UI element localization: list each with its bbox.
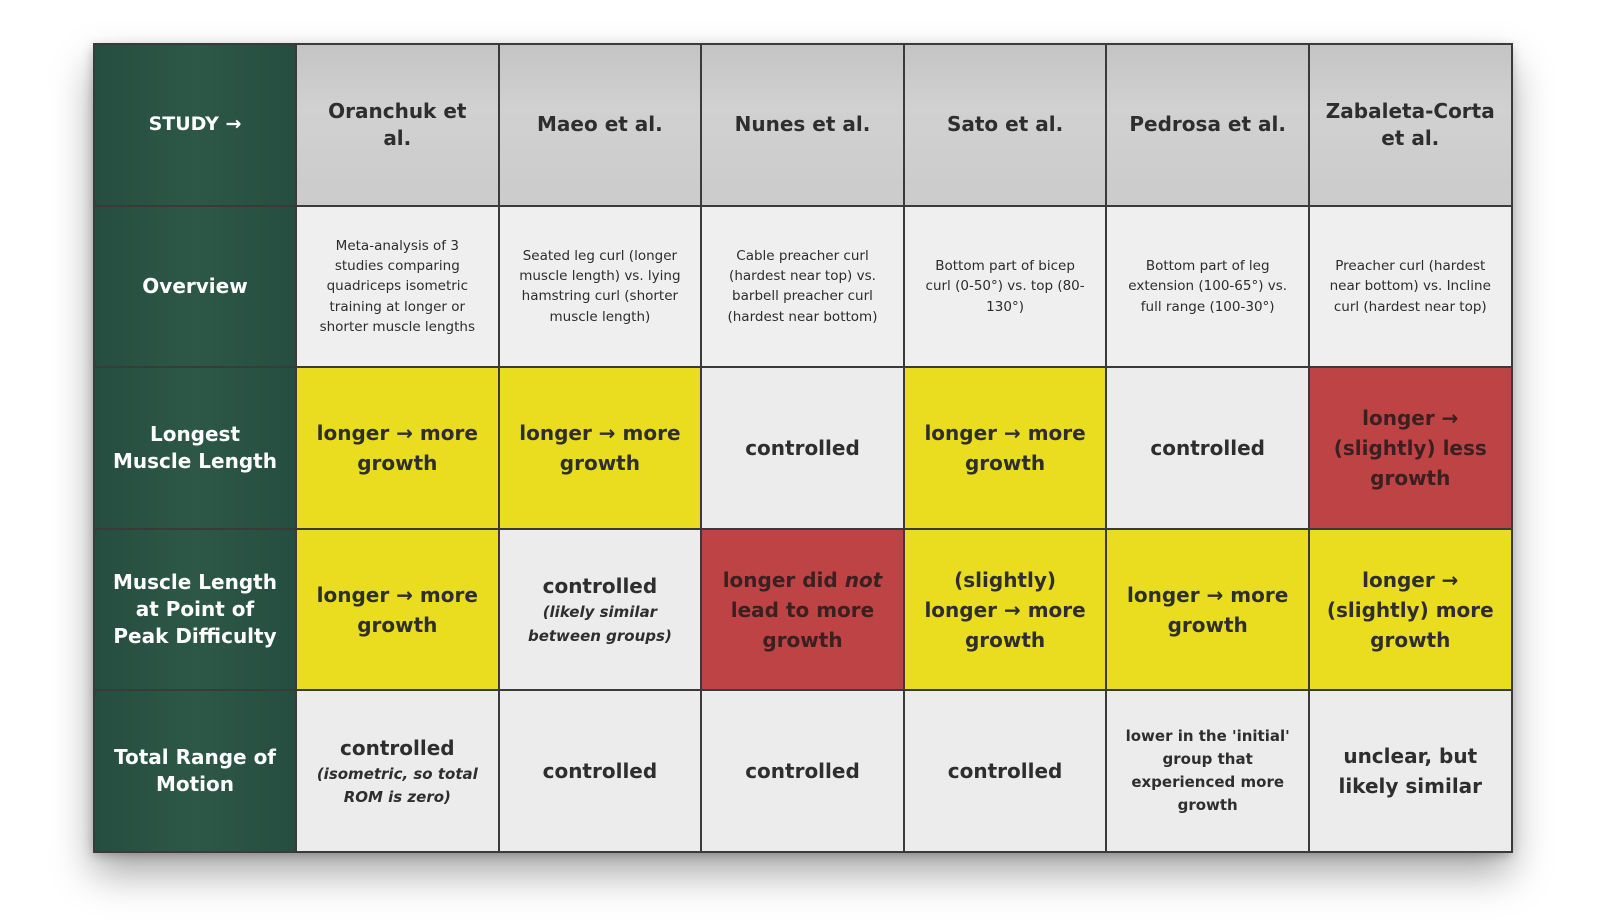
peak-cell-sato: (slightly) longer → more growth <box>904 529 1107 691</box>
rom-result-oranchuk: controlled <box>340 735 455 760</box>
peak-result-nunes-post: lead to more growth <box>730 597 875 652</box>
peak-cell-pedrosa: longer → more growth <box>1106 529 1309 691</box>
study-comparison-table <box>93 43 1513 853</box>
row-label-peak-difficulty: Muscle Length at Point of Peak Difficulty <box>94 529 296 691</box>
rom-cell-pedrosa: lower in the 'initial' group that experienced more growth <box>1106 690 1309 852</box>
longest-cell-pedrosa: controlled <box>1106 367 1309 529</box>
peak-note-maeo: (likely similar between groups) <box>527 603 672 645</box>
peak-cell-zabaleta-corta: longer → (slightly) more growth <box>1309 529 1512 691</box>
peak-result-maeo: controlled <box>542 574 658 599</box>
rom-cell-oranchuk <box>296 690 499 852</box>
longest-cell-nunes: controlled <box>701 367 904 529</box>
row-label-overview: Overview <box>94 206 296 368</box>
overview-cell-oranchuk: Meta-analysis of 3 studies comparing quadriceps isometric training at longer or shorter muscle lengths <box>296 206 499 368</box>
overview-cell-nunes: Cable preacher curl (hardest near top) vs. barbell preacher curl (hardest near bottom) <box>701 206 904 368</box>
rom-cell-sato: controlled <box>904 690 1107 852</box>
longest-cell-sato: longer → more growth <box>904 367 1107 529</box>
longest-cell-zabaleta-corta: longer → (slightly) less growth <box>1309 367 1512 529</box>
study-header-zabaleta-corta: Zabaleta-Corta et al. <box>1309 44 1512 206</box>
peak-result-nunes-emphasis: not <box>844 567 883 592</box>
table-row-peak-difficulty <box>94 529 1512 691</box>
table-row-study <box>94 44 1512 206</box>
longest-cell-oranchuk: longer → more growth <box>296 367 499 529</box>
rom-note-oranchuk: (isometric, so total ROM is zero) <box>316 764 478 807</box>
table-row-overview <box>94 206 1512 368</box>
row-label-total-rom: Total Range of Motion <box>94 690 296 852</box>
peak-cell-nunes <box>701 529 904 691</box>
rom-cell-zabaleta-corta: unclear, but likely similar <box>1309 690 1512 852</box>
table-row-longest-muscle-length <box>94 367 1512 529</box>
overview-cell-maeo: Seated leg curl (longer muscle length) vs. lying hamstring curl (shorter muscle length) <box>499 206 702 368</box>
longest-cell-maeo: longer → more growth <box>499 367 702 529</box>
overview-cell-pedrosa: Bottom part of leg extension (100-65°) vs. full range (100-30°) <box>1106 206 1309 368</box>
row-label-study: STUDY → <box>94 44 296 206</box>
study-header-nunes: Nunes et al. <box>701 44 904 206</box>
rom-cell-nunes: controlled <box>701 690 904 852</box>
study-header-sato: Sato et al. <box>904 44 1107 206</box>
overview-cell-zabaleta-corta: Preacher curl (hardest near bottom) vs. Incline curl (hardest near top) <box>1309 206 1512 368</box>
overview-cell-sato: Bottom part of bicep curl (0-50°) vs. top (80-130°) <box>904 206 1107 368</box>
study-header-maeo: Maeo et al. <box>499 44 702 206</box>
comparison-table-card <box>93 43 1511 851</box>
study-header-pedrosa: Pedrosa et al. <box>1106 44 1309 206</box>
study-header-oranchuk: Oranchuk et al. <box>296 44 499 206</box>
table-row-total-rom <box>94 690 1512 852</box>
row-label-longest-muscle-length: Longest Muscle Length <box>94 367 296 529</box>
peak-cell-maeo <box>499 529 702 691</box>
peak-cell-oranchuk: longer → more growth <box>296 529 499 691</box>
peak-result-nunes-pre: longer did <box>722 567 845 592</box>
rom-cell-maeo: controlled <box>499 690 702 852</box>
